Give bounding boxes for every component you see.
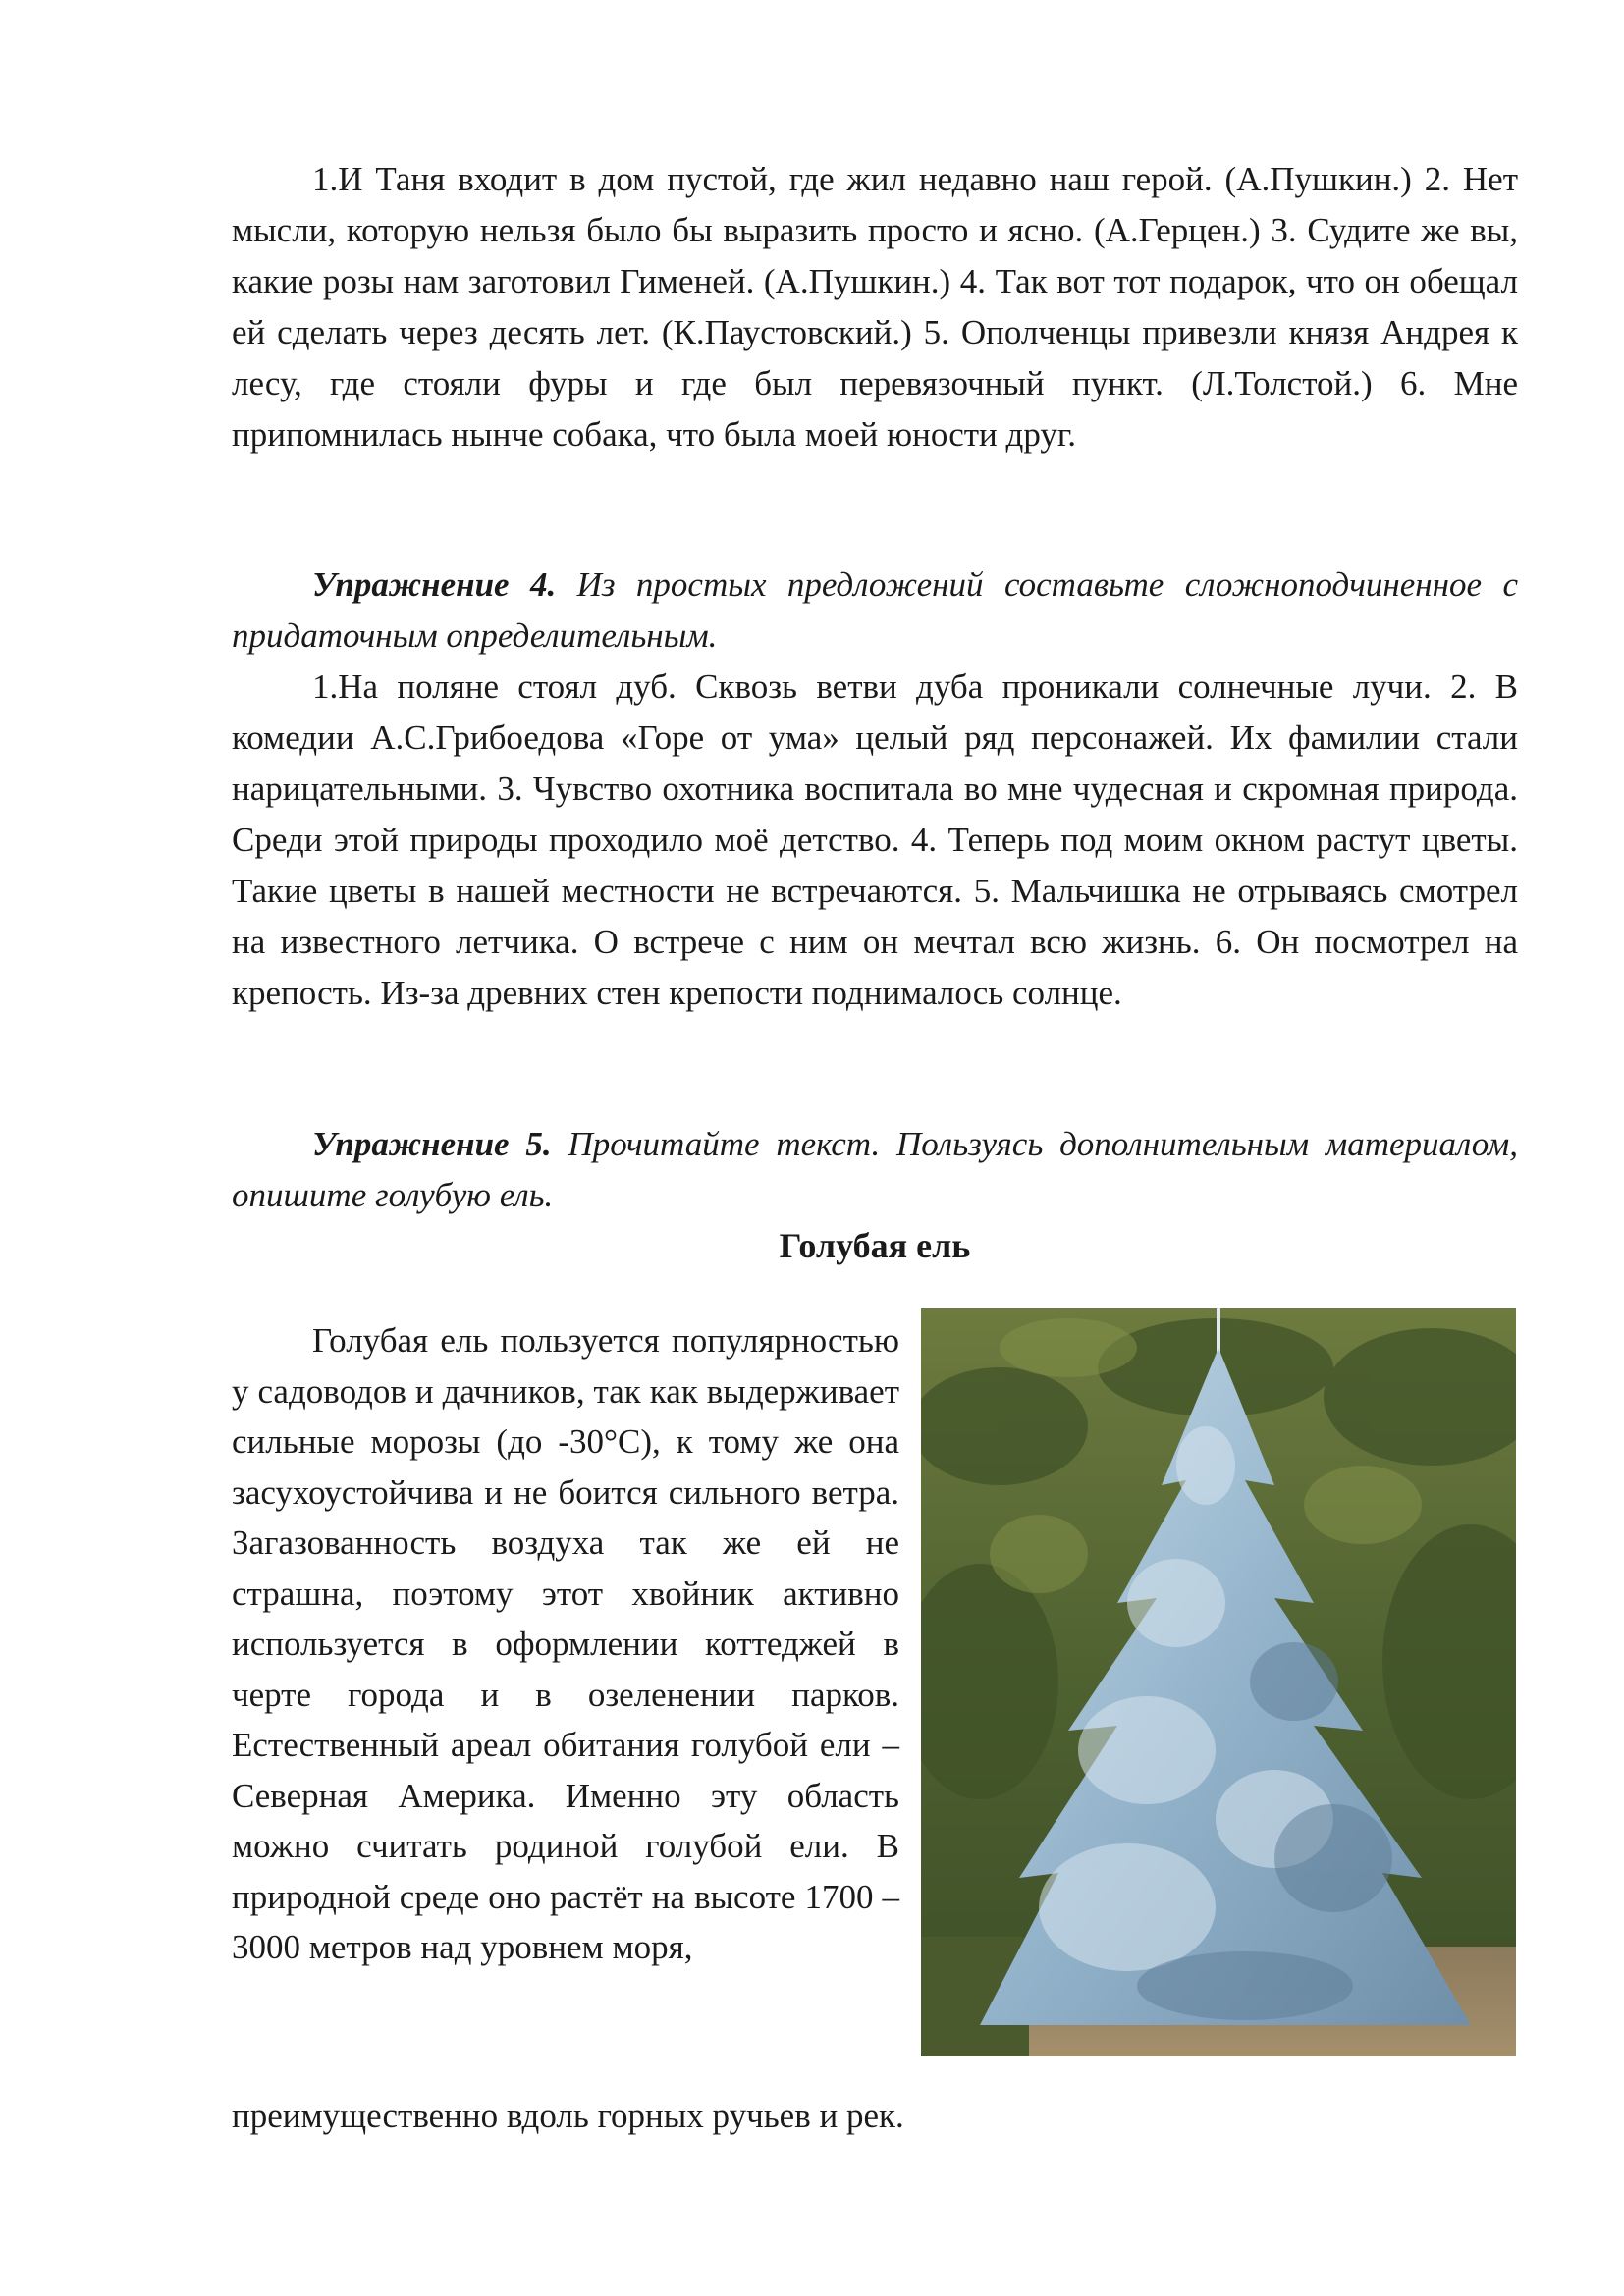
exercise-5-instruction xyxy=(232,1119,1518,1221)
blue-spruce-illustration xyxy=(921,1308,1516,2056)
exercise-4-instruction xyxy=(232,560,1518,662)
exercise-4-text: 1.На поляне стоял дуб. Сквозь ветви дуба проникали солнечные лучи. 2. В комедии А.С.Грибоедова «Горе от ума» целый ряд персонажей. Их фамилии стали нарицательными. 3. Чувство охотника воспитала во мне чудесная и скромная природа. Среди этой природы проходило моё детство. 4. Теперь под моим окном растут цветы. Такие цветы в нашей местности не встречаются. 5. Мальчишка не отрываясь смотрел на известного летчика. О встрече с ним он мечтал всю жизнь. 6. Он посмотрел на крепость. Из-за древних стен крепости поднималось солнце. xyxy=(232,667,1518,1012)
sentences-paragraph xyxy=(232,154,1518,460)
exercise-4-body xyxy=(232,662,1518,1019)
exercise-4-task: Из простых предложений составьте сложноподчиненное с придаточным определительным. xyxy=(232,565,1518,655)
article-last-line: преимущественно вдоль горных ручьев и рек. xyxy=(232,2097,904,2135)
exercise-5-header xyxy=(232,1119,1518,1221)
exercise-5-task: Прочитайте текст. Пользуясь дополнительным материалом, опишите голубую ель. xyxy=(232,1125,1518,1214)
blue-spruce-photo xyxy=(921,1308,1516,2056)
exercise-4-title: Упражнение 4. xyxy=(312,565,557,604)
paragraph-text: 1.И Таня входит в дом пустой, где жил недавно наш герой. (А.Пушкин.) 2. Нет мысли, которую нельзя было бы выразить просто и ясно. (А.Герцен.) 3. Судите же вы, какие розы нам заготовил Гименей. (А.Пушкин.) 4. Так вот тот подарок, что он обещал ей сделать через десять лет. (К.Паустовский.) 5. Ополченцы привезли князя Андрея к лесу, где стояли фуры и где был перевязочный пункт. (Л.Толстой.) 6. Мне припомнилась нынче собака, что была моей юности друг. xyxy=(232,160,1518,454)
article-text: Голубая ель пользуется популярностью у садоводов и дачников, так как выдерживает сильные морозы (до -30°С), к тому же она засухоустойчива и не боится сильного ветра. Загазованность воздуха так же ей не страшна, поэтому этот хвойник активно используется в оформлении коттеджей в черте города и в озеленении парков. Естественный ареал обитания голубой ели – Северная Америка. Именно эту область можно считать родиной голубой ели. В природной среде оно растёт на высоте 1700 – 3000 метров над уровнем моря, xyxy=(232,1321,899,1966)
exercise-5-title: Упражнение 5. xyxy=(312,1125,552,1163)
article-heading: Голубая ель xyxy=(779,1226,971,1265)
exercise-4-header xyxy=(232,560,1518,662)
